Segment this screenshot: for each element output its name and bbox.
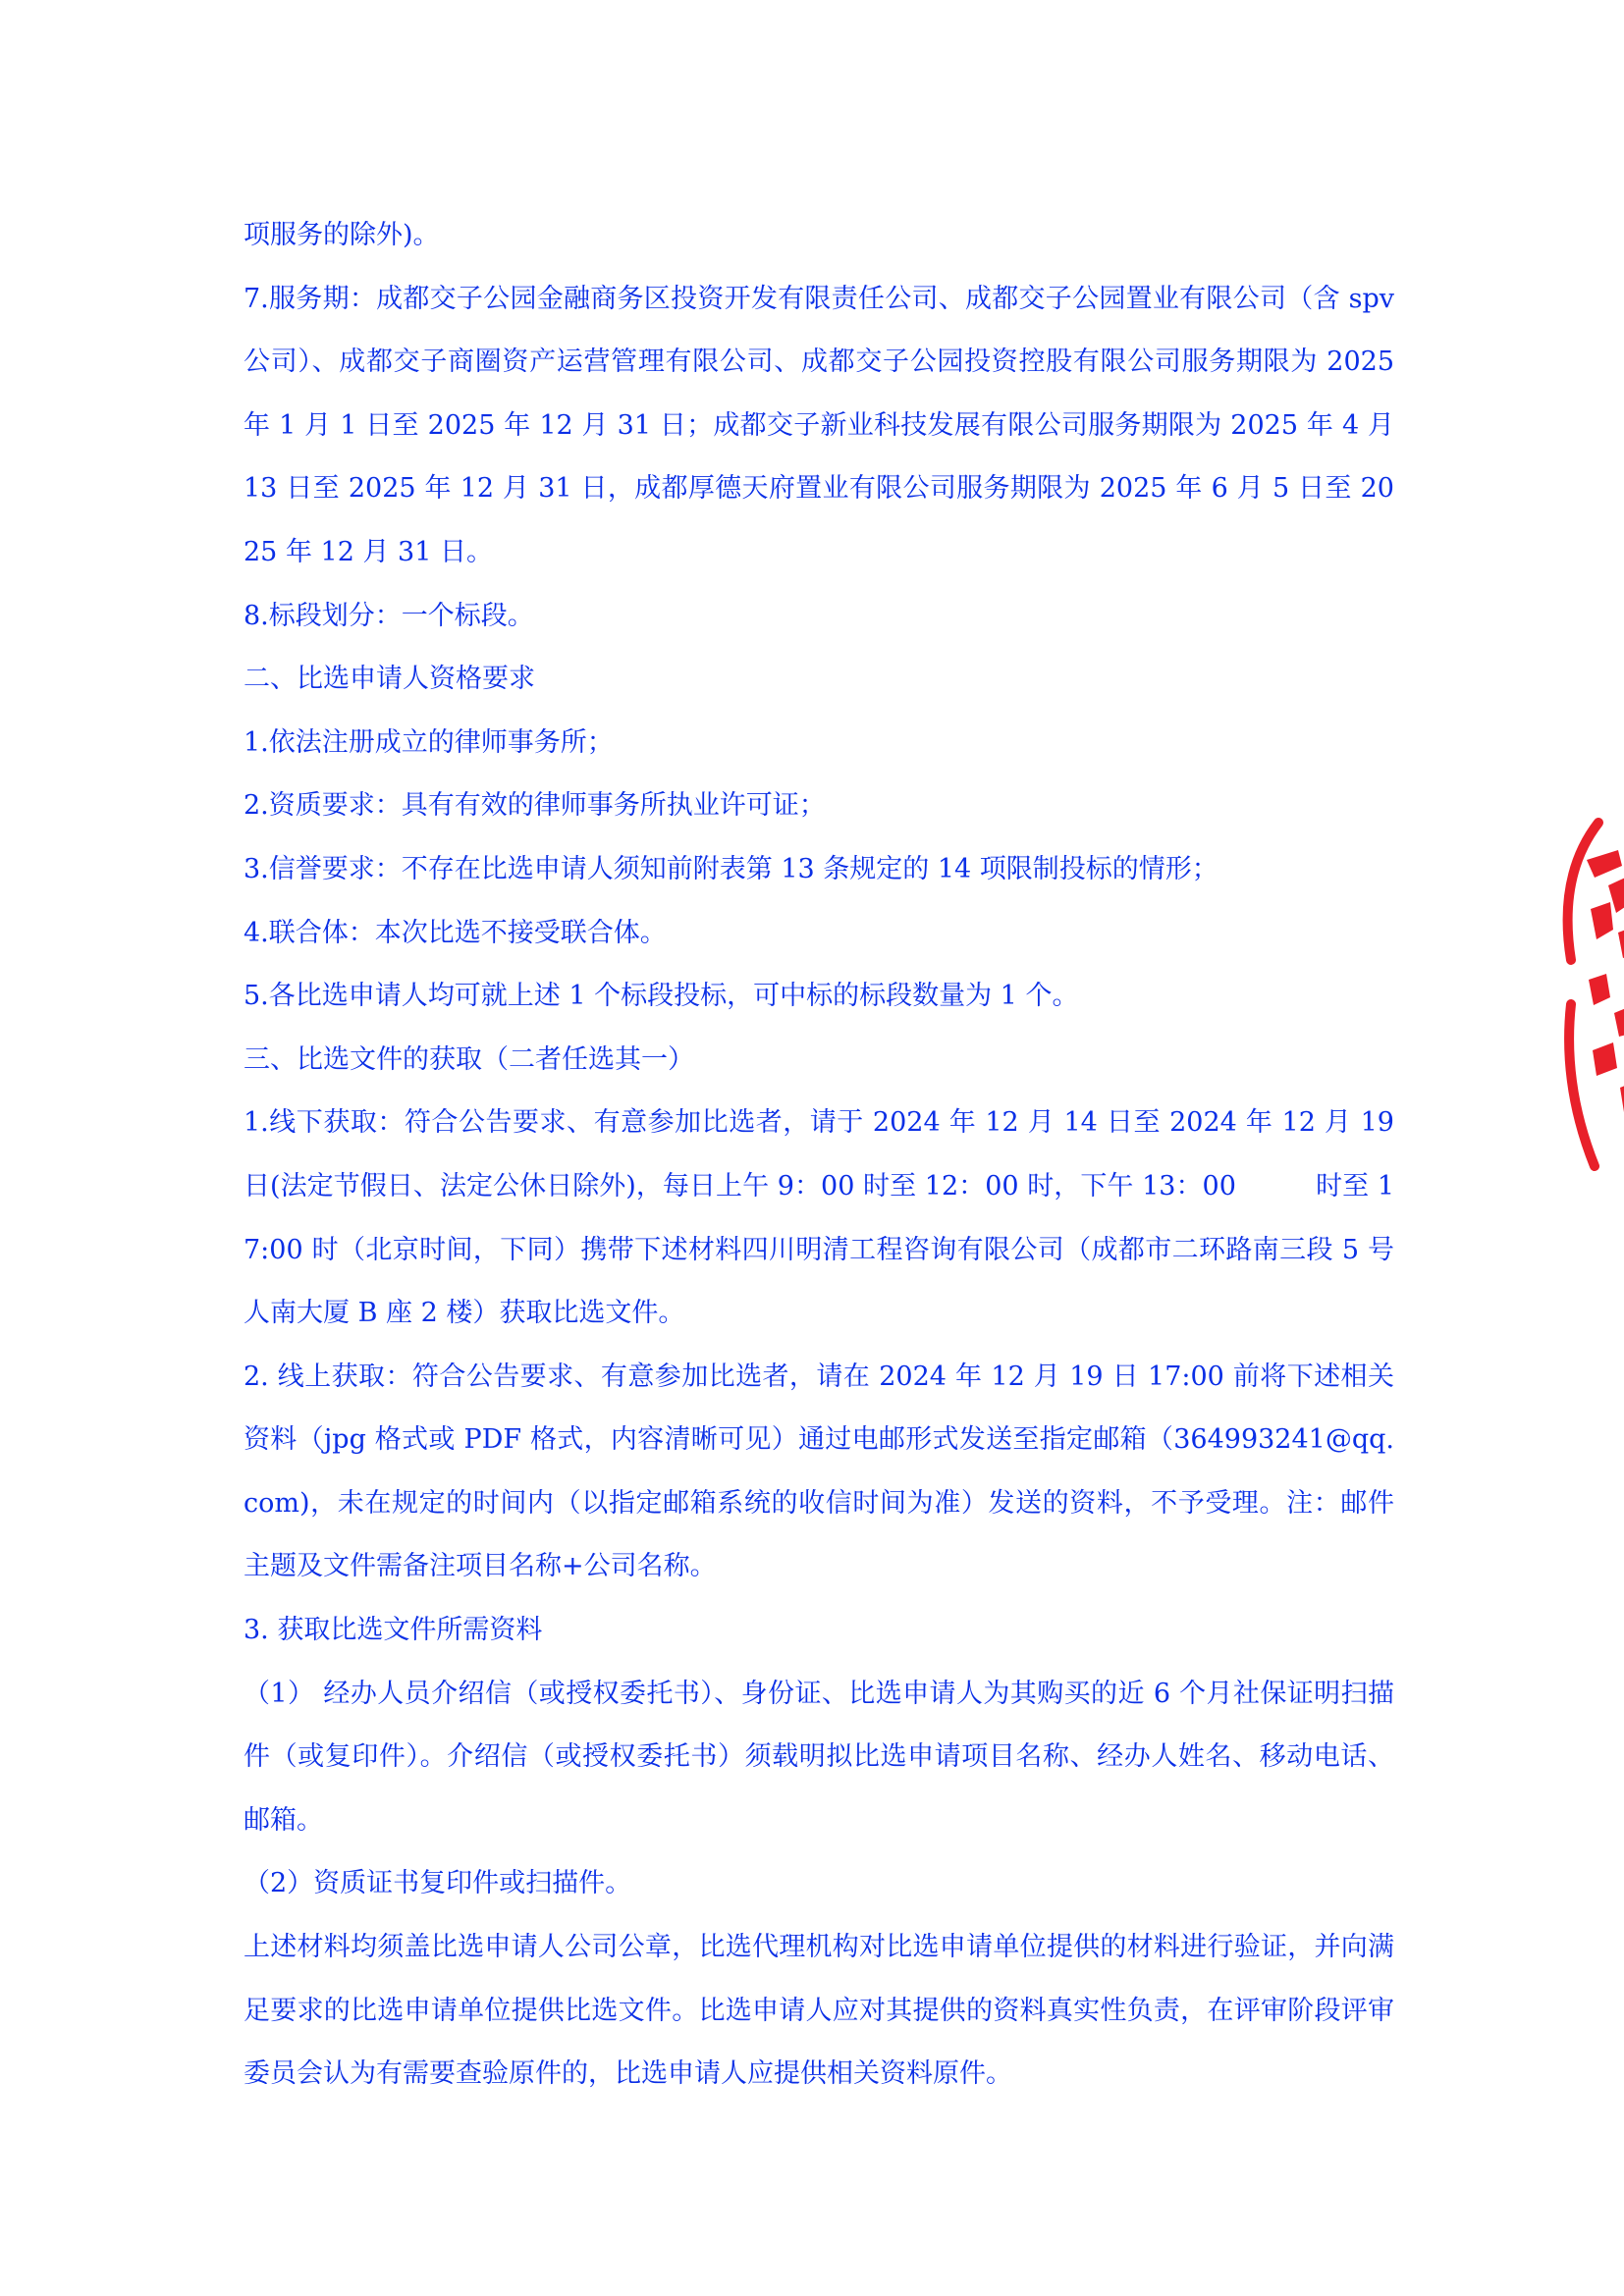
section-heading-qualifications: 二、比选申请人资格要求 <box>244 664 535 695</box>
paragraph-required-material-2: （2）资质证书复印件或扫描件。 <box>244 1868 632 1899</box>
paragraph-required-material-1: （1） 经办人员介绍信（或授权委托书）、身份证、比选申请人为其购买的近 6 个月社保证明扫描件（或复印件）。介绍信（或授权委托书）须载明拟比选申请项目名称、经办人姓名、移动电话、邮箱。 <box>244 1678 1394 1836</box>
paragraph-required-materials-heading: 3. 获取比选文件所需资料 <box>244 1615 543 1646</box>
paragraph-qualification-requirement: 2.资质要求：具有有效的律师事务所执业许可证； <box>244 790 826 822</box>
paragraph-service-period: 7.服务期：成都交子公园金融商务区投资开发有限责任公司、成都交子公园置业有限公司（含 spv 公司）、成都交子商圈资产运营管理有限公司、成都交子公园投资控股有限公司服务期限为 2025 年 1 月 1 日至 2025 年 12 月 31 日；成都交子新业科技发展有限公司服务期限为 2025 年 4 月 13 日至 2025 年 12 月 31 日，成都厚德天府置业有限公司服务期限为 2025 年 6 月 5 日至 2025 年 12 月 31 日。 <box>244 283 1394 567</box>
paragraph-material-verification: 上述材料均须盖比选申请人公司公章，比选代理机构对比选申请单位提供的材料进行验证，并向满足要求的比选申请单位提供比选文件。比选申请人应对其提供的资料真实性负责，在评审阶段评审委员会认为有需要查验原件的，比选申请人应提供相关资料原件。 <box>244 1932 1394 2090</box>
paragraph-lot-division: 8.标段划分：一个标段。 <box>244 600 534 631</box>
paragraph-service-exception-end: 项服务的除外)。 <box>244 220 440 250</box>
paragraph-online-acquisition: 2. 线上获取：符合公告要求、有意参加比选者，请在 2024 年 12 月 19 日 17:00 前将下述相关资料（jpg 格式或 PDF 格式，内容清晰可见）通过电邮形式发送至指定邮箱（364993241@qq.com)，未在规定的时间内（以指定邮箱系统的收信时间为准）发送的资料，不予受理。注：邮件主题及文件需备注项目名称+公司名称。 <box>244 1361 1394 1582</box>
paragraph-consortium: 4.联合体：本次比选不接受联合体。 <box>244 917 667 948</box>
paragraph-credit-requirement: 3.信誉要求：不存在比选申请人须知前附表第 13 条规定的 14 项限制投标的情形； <box>244 853 1218 884</box>
paragraph-legal-registration: 1.依法注册成立的律师事务所； <box>244 726 614 758</box>
paragraph-bid-lot-limit: 5.各比选申请人均可就上述 1 个标段投标，可中标的标段数量为 1 个。 <box>244 981 1079 1012</box>
red-seal-icon <box>1563 803 1624 1176</box>
document-body <box>244 204 1394 2107</box>
paragraph-offline-acquisition: 1.线下获取：符合公告要求、有意参加比选者，请于 2024 年 12 月 14 日至 2024 年 12 月 19 日(法定节假日、法定公休日除外)，每日上午 9：00 时至 12：00 时，下午 13：00 时至 17:00 时（北京时间，下同）携带下述材料四川明清工程咨询有限公司（成都市二环路南三段 5 号人南大厦 B 座 2 楼）获取比选文件。 <box>244 1107 1394 1329</box>
section-heading-document-acquisition: 三、比选文件的获取（二者任选其一） <box>244 1043 694 1075</box>
